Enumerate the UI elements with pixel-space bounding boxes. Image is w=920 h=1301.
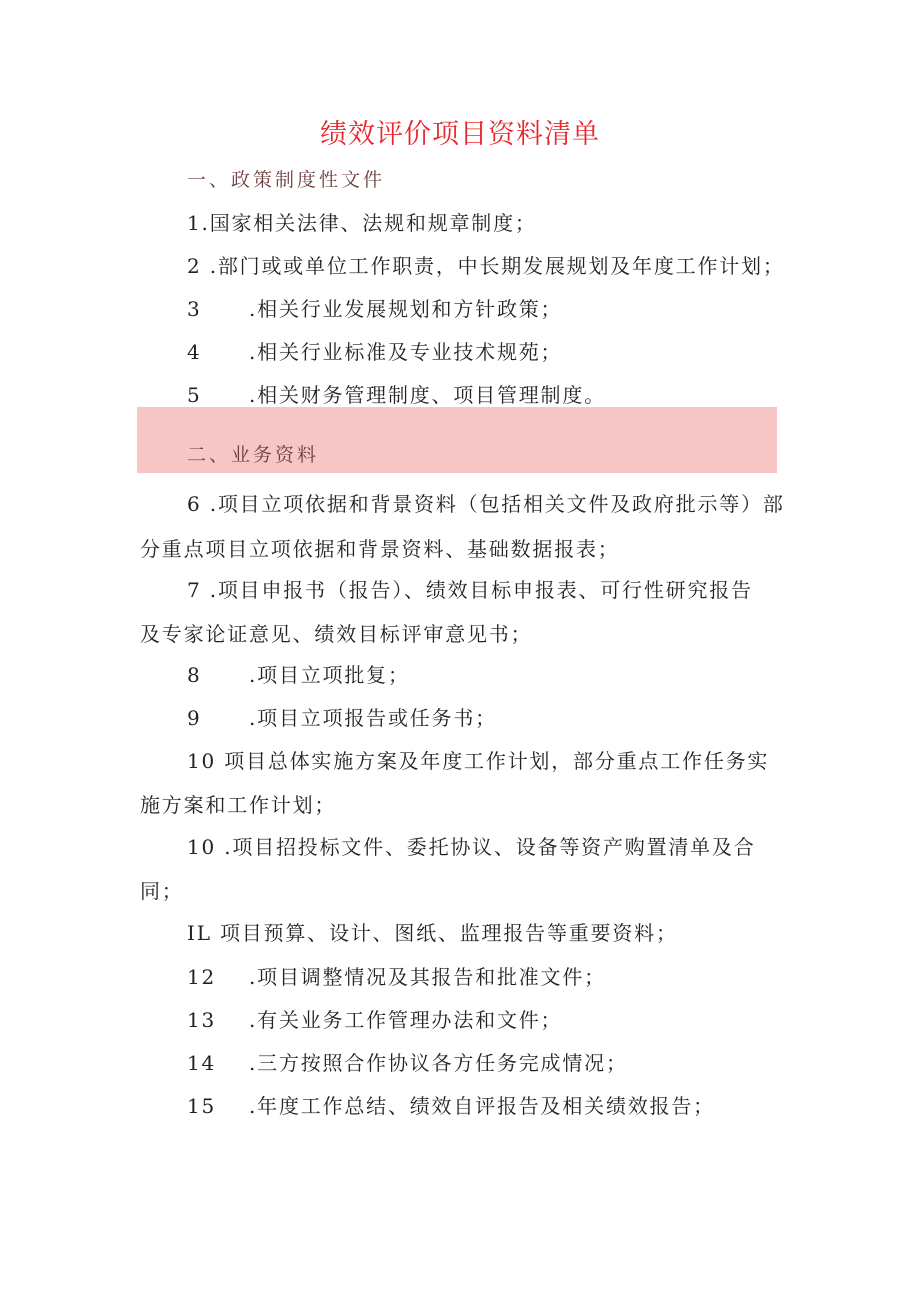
item-number: 3 (187, 297, 202, 321)
list-item (187, 831, 756, 860)
list-item (187, 1090, 715, 1119)
item-text: .年度工作总结、绩效自评报告及相关绩效报告； (249, 1094, 715, 1118)
item-number: 5 (187, 383, 202, 407)
item-number: 2 (187, 254, 202, 278)
list-item (187, 702, 497, 731)
list-item-continuation: 及专家论证意见、绩效目标评审意见书； (140, 622, 533, 646)
item-text: .项目招投标文件、委托协议、设备等资产购置清单及合 (216, 835, 756, 859)
list-item (187, 1047, 628, 1076)
item-text: .相关行业发展规划和方针政策； (249, 297, 563, 321)
item-number: 7 (187, 578, 202, 602)
item-number: 15 (187, 1094, 217, 1118)
list-item (187, 745, 769, 774)
list-item (187, 917, 678, 946)
section-heading-policy: 一、政策制度性文件 (187, 169, 386, 191)
section-heading-business: 二、业务资料 (187, 444, 320, 466)
list-item (187, 961, 606, 990)
item-text: .项目立项报告或任务书； (249, 706, 497, 730)
document-title: 绩效评价项目资料清单 (320, 119, 600, 150)
item-number: 9 (187, 706, 202, 730)
item-text: 项目预算、设计、图纸、监理报告等重要资料； (211, 921, 678, 945)
item-text: .项目申报书（报告）、绩效目标申报表、可行性研究报告 (201, 578, 753, 602)
list-item (187, 250, 785, 279)
list-item (187, 336, 562, 365)
list-item (187, 293, 562, 322)
item-number: 1 (187, 211, 202, 235)
item-number: 8 (187, 663, 202, 687)
item-text: .国家相关法律、法规和规章制度； (201, 211, 537, 235)
list-item (187, 1004, 562, 1033)
item-text: .有关业务工作管理办法和文件； (249, 1008, 563, 1032)
list-item (187, 574, 753, 603)
item-text: .项目立项批复； (249, 663, 410, 687)
list-item (187, 379, 606, 408)
item-number: 6 (187, 492, 202, 516)
item-text: .相关财务管理制度、项目管理制度。 (249, 383, 606, 407)
list-item (187, 488, 785, 517)
item-number: 14 (187, 1051, 217, 1075)
list-item (187, 207, 537, 236)
list-item-continuation: 同； (140, 879, 184, 903)
item-text: .项目立项依据和背景资料（包括相关文件及政府批示等）部 (201, 492, 785, 516)
item-text: .三方按照合作协议各方任务完成情况； (249, 1051, 628, 1075)
item-number: IL (187, 921, 212, 945)
list-item-continuation: 分重点项目立项依据和背景资料、基础数据报表； (140, 537, 620, 561)
item-text: 项目总体实施方案及年度工作计划，部分重点工作任务实 (216, 749, 770, 773)
item-text: .相关行业标准及专业技术规苑； (249, 340, 563, 364)
item-number: 10 (187, 749, 217, 773)
item-text: .部门或或单位工作职责，中长期发展规划及年度工作计划； (201, 254, 785, 278)
item-number: 10 (187, 835, 217, 859)
item-number: 13 (187, 1008, 217, 1032)
list-item-continuation: 施方案和工作计划； (140, 793, 337, 817)
item-text: .项目调整情况及其报告和批准文件； (249, 965, 606, 989)
item-number: 12 (187, 965, 217, 989)
list-item (187, 659, 410, 688)
item-number: 4 (187, 340, 202, 364)
